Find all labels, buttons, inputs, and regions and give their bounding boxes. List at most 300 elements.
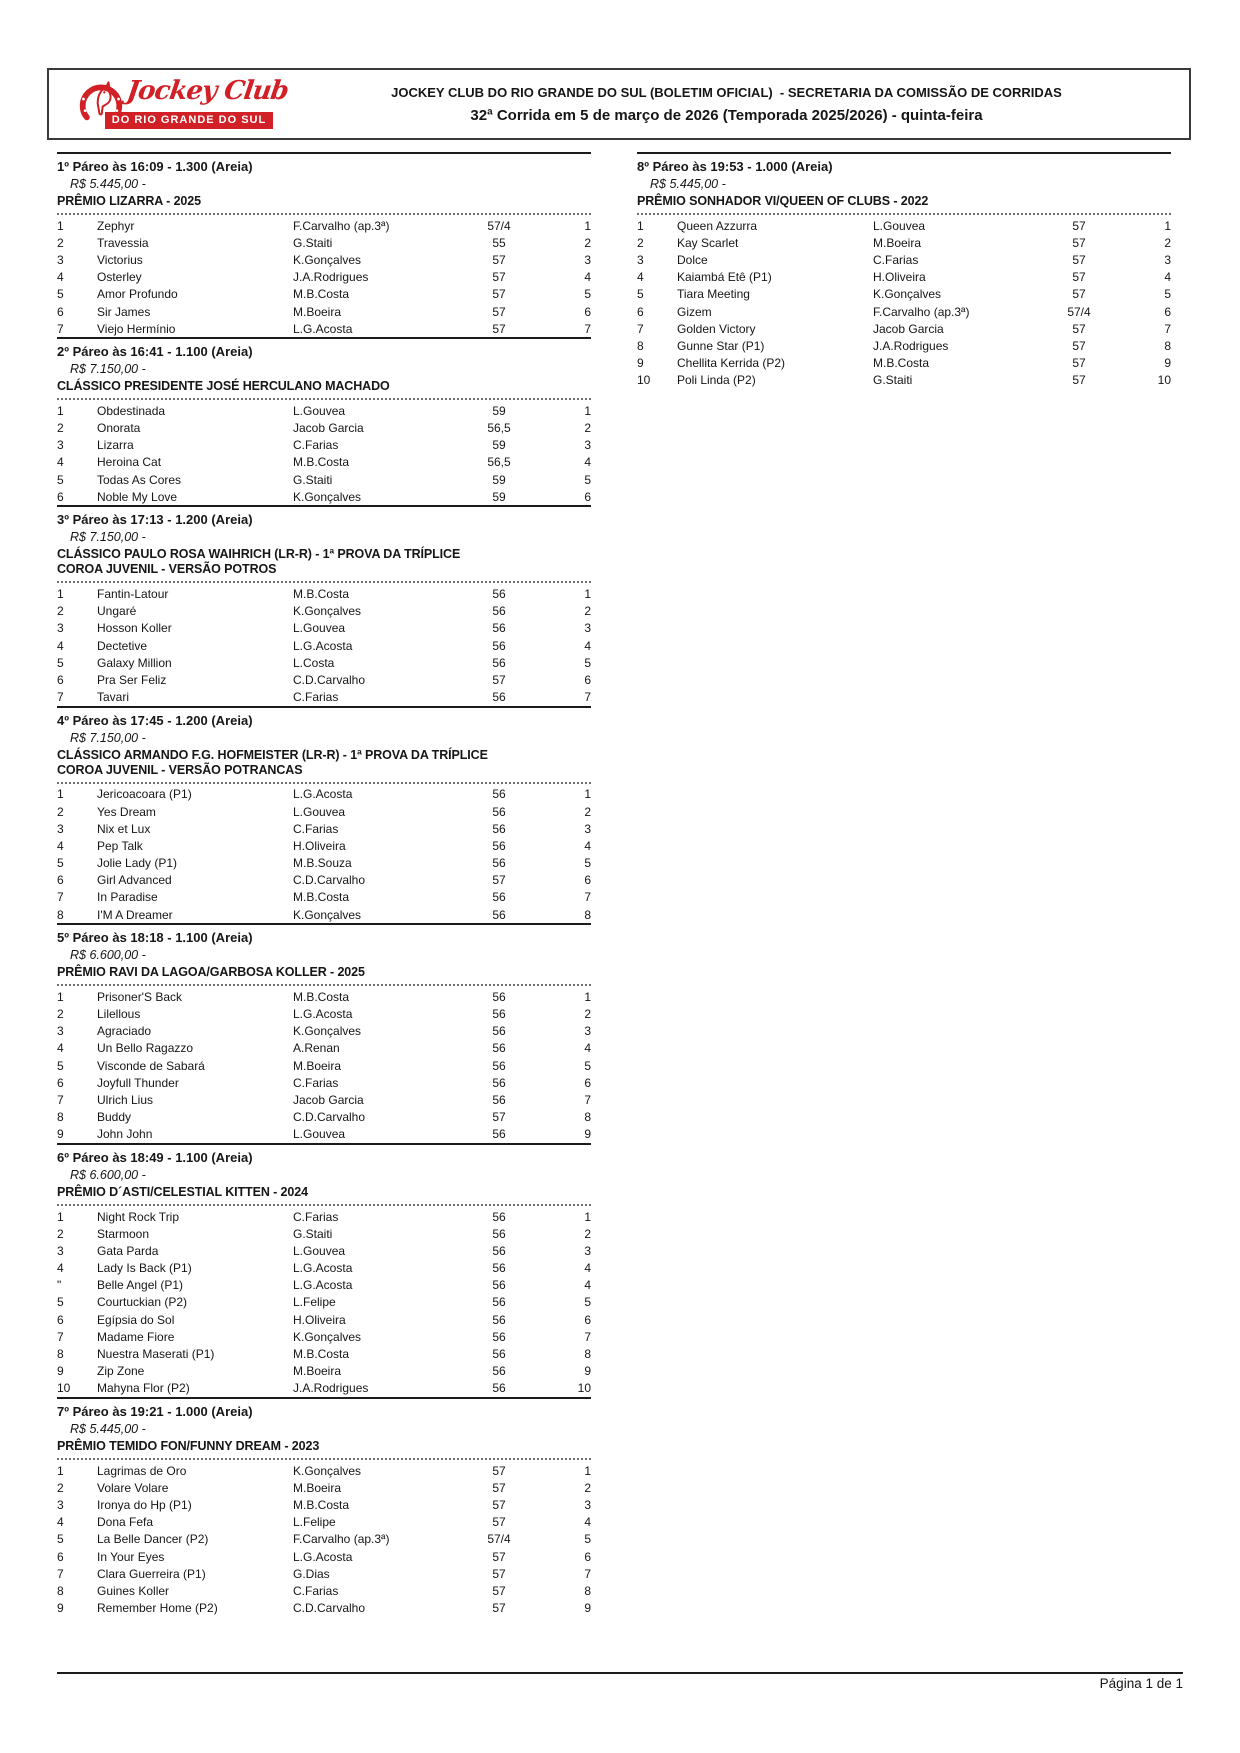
post-position: 9 (584, 1127, 591, 1142)
horse-name: Amor Profundo (97, 287, 178, 302)
horse-name: Onorata (97, 421, 141, 436)
jockey-name: M.B.Costa (293, 890, 350, 905)
entry-number: 6 (57, 489, 64, 504)
entry-number: 3 (57, 1024, 64, 1039)
horse-name: Sir James (97, 304, 151, 319)
weight-value: 56 (492, 1209, 506, 1224)
horse-name: Buddy (97, 1110, 132, 1125)
horse-name: Ulrich Lius (97, 1092, 154, 1107)
post-position: 5 (584, 472, 591, 487)
weight-value: 57 (1072, 356, 1086, 371)
entry-number: 10 (637, 373, 651, 388)
jockey-name: M.B.Costa (293, 1347, 350, 1362)
post-position: 9 (584, 1601, 591, 1616)
jockey-name: L.Costa (293, 655, 335, 670)
weight-value: 57/4 (487, 1532, 511, 1547)
post-position: 7 (584, 1092, 591, 1107)
entry-number: 1 (57, 403, 64, 418)
jockey-name: J.A.Rodrigues (293, 270, 369, 285)
horse-name: Visconde de Sabará (97, 1058, 205, 1073)
race-title: 6º Páreo às 18:49 - 1.100 (Areia) (57, 1149, 253, 1165)
jockey-name: C.Farias (293, 690, 339, 705)
post-position: 4 (584, 455, 591, 470)
post-position: 7 (584, 321, 591, 336)
entry-row (57, 234, 591, 251)
entry-number: 3 (57, 1497, 64, 1512)
jockey-name: G.Staiti (293, 472, 333, 487)
entry-number: 9 (57, 1127, 64, 1142)
post-position: 10 (1157, 373, 1171, 388)
post-position: 7 (584, 1329, 591, 1344)
dotted-divider (57, 982, 591, 986)
post-position: 6 (584, 304, 591, 319)
jockey-name: C.D.Carvalho (293, 1601, 366, 1616)
horse-name: Ungaré (97, 604, 137, 619)
horse-name: Fantin-Latour (97, 587, 169, 602)
horse-name: Kaiambá Etê (P1) (677, 270, 772, 285)
entry-number: 2 (57, 421, 64, 436)
header-title-area (264, 70, 1189, 138)
horse-name: In Paradise (97, 890, 158, 905)
logo-script-text: Jockey Club (124, 76, 290, 106)
jockey-name: K.Gonçalves (293, 1463, 362, 1478)
jockey-name: K.Gonçalves (873, 287, 942, 302)
race-title: 2º Páreo às 16:41 - 1.100 (Areia) (57, 344, 253, 360)
entry-row (57, 1208, 591, 1225)
entry-row (57, 1277, 591, 1294)
weight-value: 57 (1072, 321, 1086, 336)
race-prize-name: PRÊMIO LIZARRA - 2025 (57, 194, 201, 208)
jockey-name: M.B.Souza (293, 856, 352, 871)
entry-row (57, 637, 591, 654)
horse-name: Remember Home (P2) (97, 1601, 218, 1616)
post-position: 7 (584, 690, 591, 705)
jockey-name: C.D.Carvalho (293, 1110, 366, 1125)
horse-name: Joyfull Thunder (97, 1075, 179, 1090)
weight-value: 57 (492, 1515, 506, 1530)
post-position: 6 (584, 1549, 591, 1564)
post-position: 5 (1164, 287, 1171, 302)
jockey-name: K.Gonçalves (293, 1329, 362, 1344)
post-position: 9 (1164, 356, 1171, 371)
entry-number: 2 (57, 1226, 64, 1241)
horse-name: Viejo Hermínio (97, 321, 176, 336)
entry-row (57, 1074, 591, 1091)
entry-number: 5 (57, 655, 64, 670)
weight-value: 56 (492, 655, 506, 670)
jockey-name: G.Dias (293, 1566, 330, 1581)
race-title: 1º Páreo às 16:09 - 1.300 (Areia) (57, 159, 253, 174)
entry-number: 3 (57, 1243, 64, 1258)
horse-name: Gata Parda (97, 1243, 159, 1258)
horse-name: Zip Zone (97, 1364, 145, 1379)
post-position: 4 (584, 1278, 591, 1293)
weight-value: 59 (492, 489, 506, 504)
entry-row (57, 1496, 591, 1513)
right-column (637, 152, 1171, 1617)
horse-name: Jericoacoara (P1) (97, 787, 192, 802)
post-position: 1 (584, 787, 591, 802)
horse-name: Queen Azzurra (677, 218, 758, 233)
post-position: 4 (584, 1041, 591, 1056)
weight-value: 57 (492, 304, 506, 319)
weight-value: 56 (492, 1041, 506, 1056)
weight-value: 56 (492, 1226, 506, 1241)
entry-row (57, 1005, 591, 1022)
jockey-name: C.Farias (293, 1075, 339, 1090)
entry-row (637, 320, 1171, 337)
weight-value: 56 (492, 1278, 506, 1293)
entry-row (57, 603, 591, 620)
entry-number: 3 (637, 252, 644, 267)
entry-number: 3 (57, 621, 64, 636)
post-position: 3 (584, 438, 591, 453)
entry-number: 6 (57, 873, 64, 888)
post-position: 3 (584, 1243, 591, 1258)
horse-name: Nuestra Maserati (P1) (97, 1347, 215, 1362)
entry-row (57, 437, 591, 454)
jockey-name: L.Felipe (293, 1515, 336, 1530)
entry-number: 1 (57, 787, 64, 802)
entry-row (57, 1225, 591, 1242)
post-position: 2 (584, 1480, 591, 1495)
weight-value: 56 (492, 838, 506, 853)
entry-number: 3 (57, 252, 64, 267)
entry-number: 8 (57, 1583, 64, 1598)
horse-name: Dectetive (97, 638, 148, 653)
horse-name: Madame Fiore (97, 1329, 175, 1344)
post-position: 4 (584, 1261, 591, 1276)
weight-value: 56 (492, 1058, 506, 1073)
entry-number: 3 (57, 438, 64, 453)
horse-name: Dolce (677, 252, 708, 267)
post-position: 6 (584, 1312, 591, 1327)
entry-number: 2 (57, 604, 64, 619)
entry-number: 1 (57, 1209, 64, 1224)
race-purse: R$ 5.445,00 - (70, 177, 146, 191)
entry-number: 9 (57, 1364, 64, 1379)
post-position: 2 (584, 421, 591, 436)
weight-value: 56 (492, 587, 506, 602)
entry-number: 6 (57, 672, 64, 687)
entry-number: 4 (57, 638, 64, 653)
horse-name: Pep Talk (97, 838, 143, 853)
horse-name: Obdestinada (97, 403, 166, 418)
post-position: 6 (584, 1075, 591, 1090)
weight-value: 57 (1072, 373, 1086, 388)
post-position: 3 (584, 821, 591, 836)
jockey-name: Jacob Garcia (873, 321, 944, 336)
horse-name: Prisoner'S Back (97, 989, 182, 1004)
entry-row (57, 217, 591, 234)
jockey-name: K.Gonçalves (293, 604, 362, 619)
page-number-label: Página 1 de 1 (1099, 1676, 1183, 1691)
entry-row (57, 786, 591, 803)
race-title: 4º Páreo às 17:45 - 1.200 (Areia) (57, 712, 253, 728)
post-position: 6 (584, 672, 591, 687)
horse-name: Heroina Cat (97, 455, 162, 470)
entry-row (57, 1294, 591, 1311)
entry-row (57, 1531, 591, 1548)
weight-value: 57 (1072, 338, 1086, 353)
entry-number: 4 (57, 1261, 64, 1276)
entry-number: 7 (57, 321, 64, 336)
race-title: 3º Páreo às 17:13 - 1.200 (Areia) (57, 512, 253, 528)
entry-number: 4 (57, 838, 64, 853)
post-position: 4 (1164, 270, 1171, 285)
race-prize-name: CLÁSSICO PAULO ROSA WAIHRICH (LR-R) - 1ª PROVA DA TRÍPLICE (57, 547, 461, 562)
entry-row (57, 671, 591, 688)
horse-name: Guines Koller (97, 1583, 170, 1598)
post-position: 2 (584, 1007, 591, 1022)
page-footer (57, 1672, 1183, 1691)
horse-name: Tavari (97, 690, 130, 705)
entry-row (57, 1345, 591, 1362)
jockey-name: G.Staiti (293, 235, 333, 250)
jockey-name: L.G.Acosta (293, 638, 353, 653)
post-position: 5 (584, 655, 591, 670)
entry-row (57, 1091, 591, 1108)
entry-number: 6 (57, 1075, 64, 1090)
jockey-name: J.A.Rodrigues (293, 1381, 369, 1396)
weight-value: 56 (492, 604, 506, 619)
entry-number: 2 (57, 235, 64, 250)
jockey-name: H.Oliveira (293, 1312, 346, 1327)
entry-row (57, 286, 591, 303)
entry-number: 5 (57, 287, 64, 302)
logo-banner-text: DO RIO GRANDE DO SUL (105, 112, 273, 129)
weight-value: 56 (492, 1295, 506, 1310)
entry-row (57, 988, 591, 1005)
post-position: 5 (584, 1058, 591, 1073)
jockey-name: L.G.Acosta (293, 1261, 353, 1276)
jockey-name: C.Farias (293, 438, 339, 453)
header-organization-line: JOCKEY CLUB DO RIO GRANDE DO SUL (BOLETIM OFICIAL) - SECRETARIA DA COMISSÃO DE CORRIDAS (391, 84, 1062, 100)
weight-value: 56 (492, 1092, 506, 1107)
post-position: 5 (584, 856, 591, 871)
entry-row (57, 689, 591, 706)
entry-number: 5 (57, 1058, 64, 1073)
entry-number: 8 (57, 907, 64, 922)
entry-number: 8 (637, 338, 644, 353)
entry-row (57, 251, 591, 268)
post-position: 4 (584, 638, 591, 653)
entry-number: 4 (57, 1515, 64, 1530)
jockey-name: L.G.Acosta (293, 1278, 353, 1293)
entry-number: 10 (57, 1381, 71, 1396)
entry-row (637, 337, 1171, 354)
entry-number: 7 (637, 321, 644, 336)
horse-name: Lagrimas de Oro (97, 1463, 187, 1478)
weight-value: 57 (492, 1497, 506, 1512)
jockey-name: M.Boeira (293, 1058, 342, 1073)
dotted-divider (57, 780, 591, 784)
entry-row (57, 889, 591, 906)
entry-row (57, 1565, 591, 1582)
entry-row (57, 820, 591, 837)
header-meeting-line: 32ª Corrida em 5 de março de 2026 (Temporada 2025/2026) - quinta-feira (470, 106, 983, 124)
horse-name: Mahyna Flor (P2) (97, 1381, 190, 1396)
horse-name: Kay Scarlet (677, 235, 739, 250)
post-position: 1 (584, 989, 591, 1004)
entry-number: " (57, 1278, 62, 1293)
weight-value: 57 (492, 1463, 506, 1478)
entry-row (637, 286, 1171, 303)
race-prize-name: PRÊMIO RAVI DA LAGOA/GARBOSA KOLLER - 2025 (57, 965, 365, 980)
post-position: 7 (584, 1566, 591, 1581)
race-purse: R$ 5.445,00 - (650, 177, 726, 191)
race-section (57, 1143, 591, 1397)
race-title: 7º Páreo às 19:21 - 1.000 (Areia) (57, 1404, 253, 1419)
entry-row (637, 372, 1171, 389)
entry-row (57, 872, 591, 889)
weight-value: 57 (492, 1566, 506, 1581)
weight-value: 57 (492, 1583, 506, 1598)
entry-row (57, 1242, 591, 1259)
weight-value: 57 (492, 873, 506, 888)
post-position: 3 (584, 252, 591, 267)
weight-value: 57 (492, 252, 506, 267)
jockey-name: H.Oliveira (873, 270, 926, 285)
entry-number: 7 (57, 1566, 64, 1581)
post-position: 7 (584, 890, 591, 905)
jockey-name: L.G.Acosta (293, 321, 353, 336)
weight-value: 56 (492, 1312, 506, 1327)
dotted-divider (637, 211, 1171, 215)
horse-name: Lilellous (97, 1007, 141, 1022)
jockey-name: K.Gonçalves (293, 907, 362, 922)
entry-row (57, 1600, 591, 1617)
jockey-name: M.B.Costa (293, 989, 350, 1004)
horse-name: In Your Eyes (97, 1549, 165, 1564)
jockey-name: C.Farias (873, 252, 919, 267)
horse-name: Yes Dream (97, 804, 156, 819)
weight-value: 57 (1072, 270, 1086, 285)
weight-value: 56 (492, 638, 506, 653)
entry-row (57, 906, 591, 923)
jockey-name: G.Staiti (873, 373, 913, 388)
jockey-name: M.Boeira (293, 304, 342, 319)
entry-row (57, 620, 591, 637)
post-position: 3 (584, 1024, 591, 1039)
jockey-name: L.Gouvea (293, 403, 346, 418)
post-position: 8 (1164, 338, 1171, 353)
race-title: 8º Páreo às 19:53 - 1.000 (Areia) (637, 159, 833, 174)
entry-row (57, 320, 591, 337)
horse-name: Gunne Star (P1) (677, 338, 765, 353)
entry-number: 6 (637, 304, 644, 319)
entry-row (57, 1380, 591, 1397)
race-section (57, 706, 591, 924)
entry-number: 6 (57, 1312, 64, 1327)
horse-name: Egípsia do Sol (97, 1312, 175, 1327)
weight-value: 56 (492, 690, 506, 705)
horse-name: Tiara Meeting (677, 287, 750, 302)
horse-name: Starmoon (97, 1226, 150, 1241)
jockey-name: M.Boeira (293, 1480, 342, 1495)
post-position: 2 (1164, 235, 1171, 250)
weight-value: 57 (492, 321, 506, 336)
jockey-name: L.Felipe (293, 1295, 336, 1310)
entry-row (57, 1040, 591, 1057)
race-section (57, 152, 591, 337)
jockey-name: K.Gonçalves (293, 1024, 362, 1039)
race-purse: R$ 6.600,00 - (70, 948, 146, 963)
horse-name: Victorius (97, 252, 143, 267)
entry-number: 7 (57, 690, 64, 705)
jockey-name: C.Farias (293, 1209, 339, 1224)
weight-value: 57 (1072, 218, 1086, 233)
horse-name: Golden Victory (677, 321, 756, 336)
post-position: 2 (584, 1226, 591, 1241)
post-position: 3 (1164, 252, 1171, 267)
weight-value: 56 (492, 821, 506, 836)
entry-row (57, 1311, 591, 1328)
entry-row (637, 217, 1171, 234)
horse-name: Zephyr (97, 218, 135, 233)
weight-value: 59 (492, 403, 506, 418)
horse-name: Chellita Kerrida (P2) (677, 356, 786, 371)
post-position: 9 (584, 1364, 591, 1379)
weight-value: 56 (492, 890, 506, 905)
entry-row (57, 1363, 591, 1380)
jockey-name: K.Gonçalves (293, 252, 362, 267)
post-position: 3 (584, 1497, 591, 1512)
jockey-name: M.Boeira (293, 1364, 342, 1379)
entry-row (637, 355, 1171, 372)
jockey-name: C.D.Carvalho (293, 873, 366, 888)
entry-row (57, 837, 591, 854)
jockey-name: K.Gonçalves (293, 489, 362, 504)
entry-row (57, 420, 591, 437)
race-prize-name: COROA JUVENIL - VERSÃO POTROS (57, 562, 277, 577)
entry-row (637, 269, 1171, 286)
horse-name: Travessia (97, 235, 149, 250)
document-header (47, 68, 1191, 140)
race-purse: R$ 5.445,00 - (70, 1422, 146, 1436)
horse-name: Lady Is Back (P1) (97, 1261, 192, 1276)
entry-number: 1 (57, 587, 64, 602)
post-position: 1 (584, 1463, 591, 1478)
jockey-name: M.Boeira (873, 235, 922, 250)
race-purse: R$ 7.150,00 - (70, 530, 146, 545)
entry-number: 4 (57, 1041, 64, 1056)
weight-value: 57 (492, 270, 506, 285)
weight-value: 56 (492, 621, 506, 636)
race-purse: R$ 7.150,00 - (70, 730, 146, 745)
weight-value: 59 (492, 438, 506, 453)
entry-row (57, 1328, 591, 1345)
weight-value: 57 (1072, 252, 1086, 267)
jockey-name: L.Gouvea (293, 1127, 346, 1142)
post-position: 5 (584, 1295, 591, 1310)
jockey-name: G.Staiti (293, 1226, 333, 1241)
post-position: 10 (577, 1381, 591, 1396)
race-program (57, 152, 1183, 1617)
entry-row (57, 1057, 591, 1074)
post-position: 5 (584, 1532, 591, 1547)
entry-number: 4 (57, 270, 64, 285)
jockey-name: F.Carvalho (ap.3ª) (873, 304, 970, 319)
horse-name: John John (97, 1127, 153, 1142)
entry-number: 8 (57, 1347, 64, 1362)
horse-name: Un Bello Ragazzo (97, 1041, 194, 1056)
post-position: 4 (584, 270, 591, 285)
entry-row (57, 585, 591, 602)
race-section (57, 337, 591, 505)
entry-row (57, 855, 591, 872)
post-position: 6 (584, 489, 591, 504)
